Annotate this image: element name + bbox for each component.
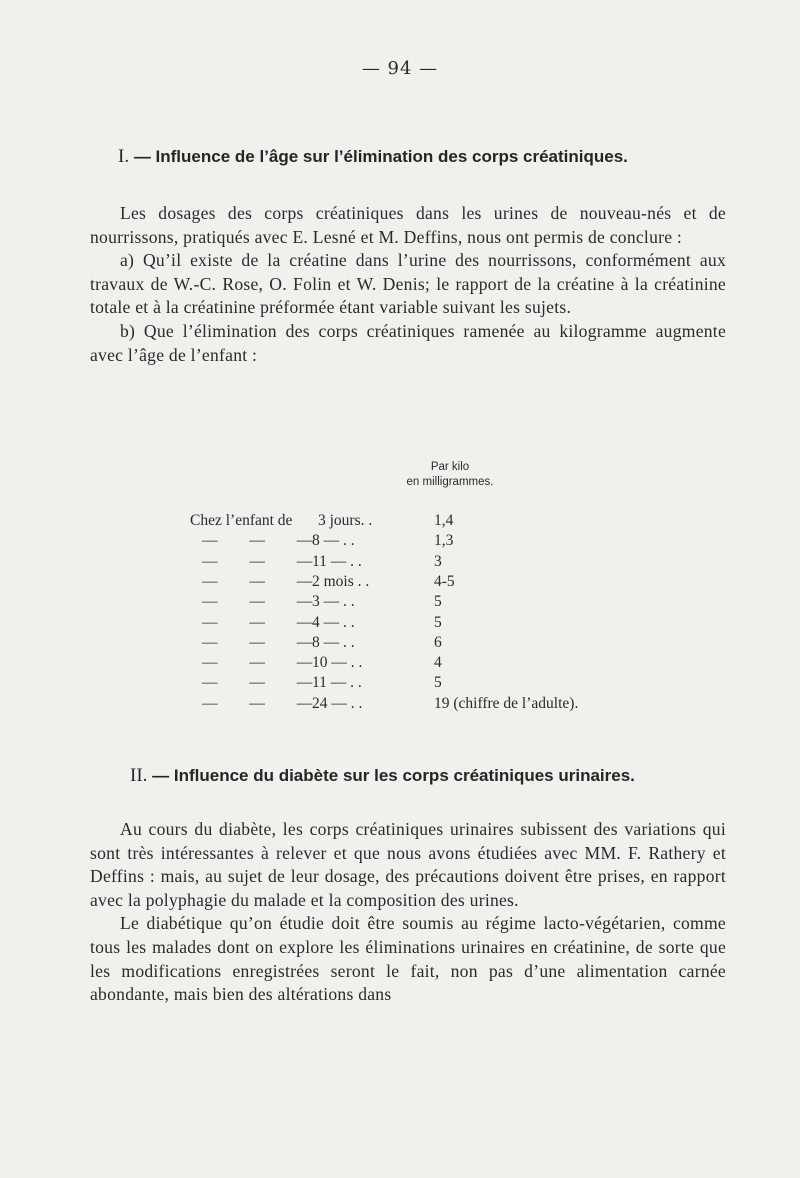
row-age: 10 — . .	[312, 654, 363, 672]
row-label: — — —	[202, 694, 313, 712]
row-label: — — —	[202, 613, 313, 631]
row-label: — — —	[202, 532, 313, 550]
section-title: — Influence du diabète sur les corps créatiniques urinaires.	[152, 766, 635, 785]
paragraph: a) Qu’il existe de la créatine dans l’urine des nourrissons, conformément aux travaux de W.-C. Rose, O. Folin et W. Denis; le rapport de la créatine à la créatinine totale et à la créatinine préformée étant variable suivant les sujets.	[90, 250, 726, 318]
row-value: 3	[434, 552, 442, 570]
row-value: 4	[434, 654, 442, 672]
row-label: — — —	[202, 593, 313, 611]
table-header	[385, 460, 515, 490]
paragraph: Le diabétique qu’on étudie doit être soumis au régime lacto-végétarien, comme tous les malades dont on explore les éliminations urinaires en créatinine, de sorte que les modifications enregistrées seront le fait, non pas d’une alimentation carnée abondante, mais bien des altérations dans	[90, 913, 726, 1005]
section-heading-1	[118, 146, 628, 168]
row-value: 6	[434, 633, 442, 651]
section-number: I.	[118, 146, 130, 167]
row-value: 5	[434, 593, 442, 611]
table-row	[190, 654, 630, 674]
row-value: 5	[434, 674, 442, 692]
table-row	[190, 512, 630, 532]
paragraph-block-2	[90, 818, 726, 1007]
table-row	[190, 695, 630, 715]
section-number: II.	[130, 765, 148, 786]
row-age: 3 jours. .	[318, 512, 373, 529]
row-value: 4-5	[434, 572, 455, 590]
row-age: 8 — . .	[312, 532, 355, 550]
table-row	[190, 532, 630, 552]
row-value: 1,3	[434, 532, 454, 550]
table-header-line: Par kilo	[430, 461, 470, 473]
row-value: 5	[434, 613, 442, 631]
table-row	[190, 614, 630, 634]
paragraph: b) Que l’élimination des corps créatiniques ramenée au kilogramme augmente avec l’âge de l’enfant :	[90, 320, 726, 365]
table-row	[190, 553, 630, 573]
table-row	[190, 674, 630, 694]
row-value: 19 (chiffre de l’adulte).	[434, 694, 579, 712]
page-number: — 94 —	[361, 58, 439, 79]
row-label: — — —	[202, 674, 313, 692]
row-label: — — —	[202, 654, 313, 672]
table-row	[190, 593, 630, 613]
row-age: 11 — . .	[312, 674, 362, 692]
table-row	[190, 634, 630, 654]
table-header-line: en milligrammes.	[406, 476, 494, 488]
row-label: Chez l’enfant de	[190, 512, 293, 529]
row-age: 4 — . .	[312, 613, 355, 631]
row-label: — — —	[202, 572, 313, 590]
row-value: 1,4	[434, 512, 454, 529]
paragraph-block-1	[90, 202, 726, 367]
section-title: — Influence de l’âge sur l’élimination des corps créatiniques.	[133, 147, 628, 166]
row-age: 8 — . .	[312, 633, 355, 651]
section-heading-2	[130, 765, 635, 787]
paragraph: Au cours du diabète, les corps créatiniques urinaires subissent des variations qui sont très intéressantes à relever et que nous avons étudiées avec MM. F. Rathery et Deffins : mais, au sujet de leur dosage, des précautions doivent être prises, en rapport avec la polyphagie du malade et la composition des urines.	[90, 819, 726, 910]
row-age: 11 — . .	[312, 552, 362, 570]
row-age: 3 — . .	[312, 593, 355, 611]
table-row	[190, 573, 630, 593]
row-label: — — —	[202, 552, 313, 570]
row-age: 24 — . .	[312, 694, 363, 712]
row-label: — — —	[202, 633, 313, 651]
row-age: 2 mois . .	[312, 572, 370, 590]
paragraph: Les dosages des corps créatiniques dans les urines de nouveau-nés et de nourrissons, pratiqués avec E. Lesné et M. Deffins, nous ont permis de conclure :	[90, 203, 726, 247]
